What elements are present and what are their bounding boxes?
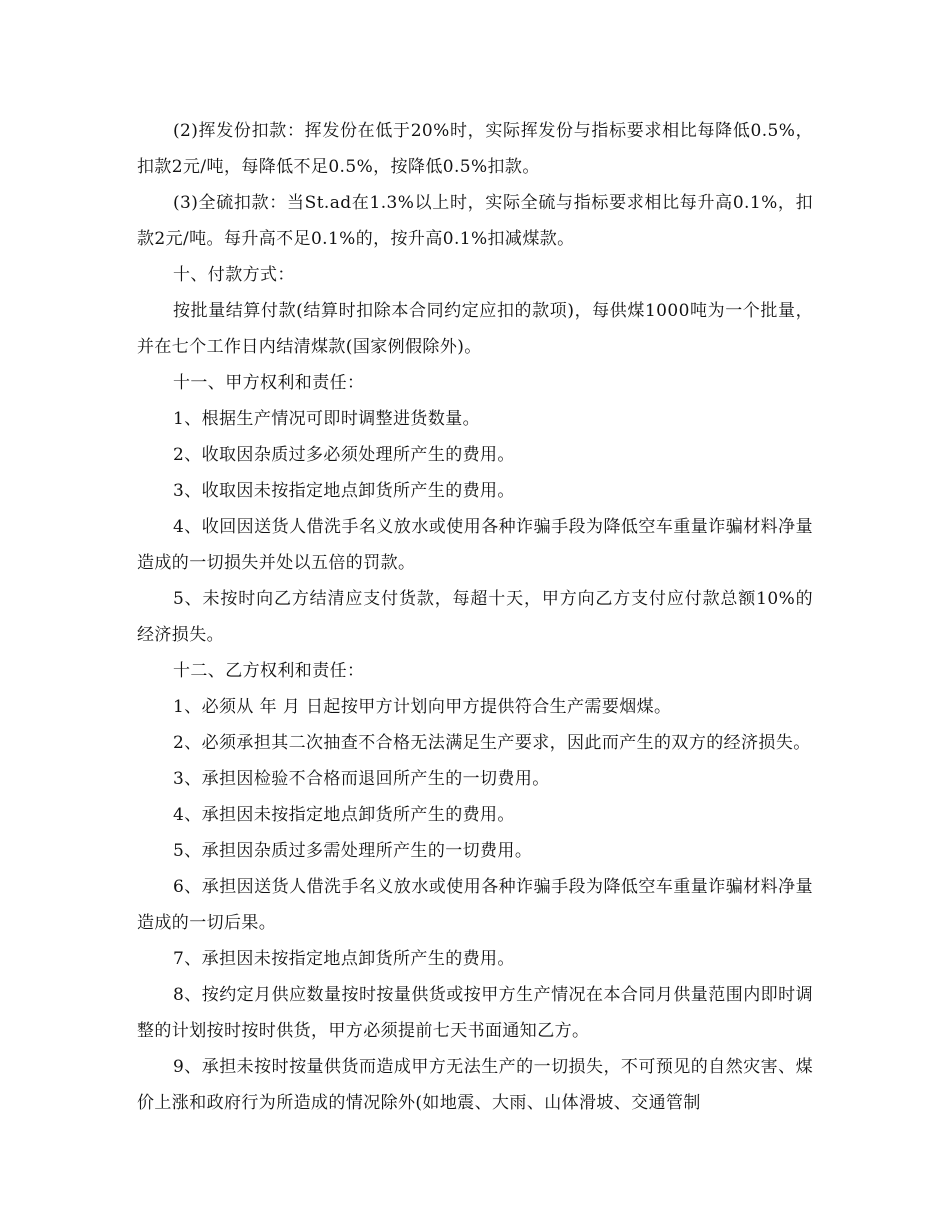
section-heading-party-b: 十二、乙方权利和责任： [173,661,365,681]
list-item-party-a-3: 3、收取因未按指定地点卸货所产生的费用。 [173,481,515,501]
list-item-party-b-7: 7、承担因未按指定地点卸货所产生的费用。 [173,949,515,969]
section-heading-payment: 十、付款方式： [173,265,295,285]
section-heading-party-a: 十一、甲方权利和责任： [173,373,365,393]
list-item-party-a-2: 2、收取因杂质过多必须处理所产生的费用。 [173,445,515,465]
paragraph-volatile-deduction: (2)挥发份扣款：挥发份在低于20%时，实际挥发份与指标要求相比每降低0.5%，扣款2元/吨，每降低不足0.5%，按降低0.5%扣款。 [137,121,813,177]
list-item-party-a-1: 1、根据生产情况可即时调整进货数量。 [173,409,481,429]
list-item-party-b-9: 9、承担未按时按量供货而造成甲方无法生产的一切损失，不可预见的自然灾害、煤价上涨和政府行为所造成的情况除外(如地震、大雨、山体滑坡、交通管制 [137,1057,813,1113]
list-item-party-b-4: 4、承担因未按指定地点卸货所产生的费用。 [173,805,515,825]
paragraph-sulfur-deduction: (3)全硫扣款：当St.ad在1.3%以上时，实际全硫与指标要求相比每升高0.1%，扣款2元/吨。每升高不足0.1%的，按升高0.1%扣减煤款。 [137,193,813,249]
list-item-party-a-5: 5、未按时向乙方结清应支付货款，每超十天，甲方向乙方支付应付款总额10%的经济损失。 [137,589,813,645]
list-item-party-b-1: 1、必须从 年 月 日起按甲方计划向甲方提供符合生产需要烟煤。 [173,697,672,717]
list-item-party-b-6: 6、承担因送货人借洗手名义放水或使用各种诈骗手段为降低空车重量诈骗材料净量造成的一切后果。 [137,877,813,933]
list-item-party-b-3: 3、承担因检验不合格而退回所产生的一切费用。 [173,769,550,789]
list-item-party-b-5: 5、承担因杂质过多需处理所产生的一切费用。 [173,841,533,861]
list-item-party-b-2: 2、必须承担其二次抽查不合格无法满足生产要求，因此而产生的双方的经济损失。 [173,733,811,753]
paragraph-payment-terms: 按批量结算付款(结算时扣除本合同约定应扣的款项)，每供煤1000吨为一个批量，并在七个工作日内结清煤款(国家例假除外)。 [137,301,813,357]
list-item-party-b-8: 8、按约定月供应数量按时按量供货或按甲方生产情况在本合同月供量范围内即时调整的计划按时按时供货，甲方必须提前七天书面通知乙方。 [137,985,813,1041]
list-item-party-a-4: 4、收回因送货人借洗手名义放水或使用各种诈骗手段为降低空车重量诈骗材料净量造成的一切损失并处以五倍的罚款。 [137,517,813,573]
document-body [137,113,813,1121]
